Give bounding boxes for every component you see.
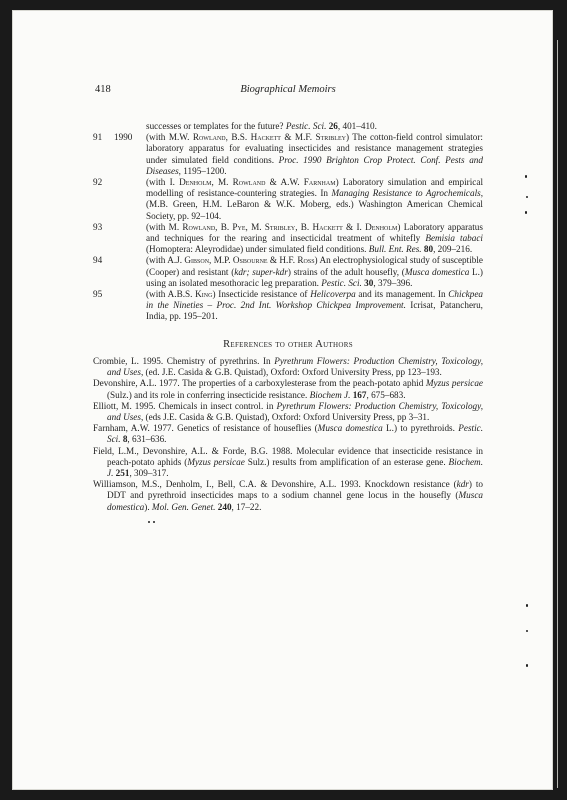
- text-segment: Crombie, L. 1995. Chemistry of pyrethrins. In: [93, 356, 275, 366]
- text-segment: L.) to pyrethroids.: [382, 423, 459, 434]
- text-segment: & H.F.: [267, 255, 298, 266]
- entry-number: 95: [93, 289, 103, 300]
- page-edge-rule: [557, 40, 558, 788]
- text-segment: ) Laboratory apparatus and techniques for the rearing and insecticidal treatment of whitefly: [146, 221, 483, 244]
- text-segment: (with A.B.S.: [146, 289, 196, 300]
- bibliography-entry: [93, 222, 483, 256]
- italic-text: Myzus persicae: [187, 456, 245, 467]
- text-segment: & M.F.: [280, 132, 316, 143]
- italic-text: Chickpea in the Nineties – Proc. 2nd Int. Workshop Chickpea Improvement.: [146, 289, 483, 311]
- author-name: Osbourne: [232, 255, 268, 266]
- text-segment: , 209–216.: [433, 244, 473, 255]
- page-number: 418: [95, 84, 111, 95]
- text-segment: ).: [144, 501, 152, 512]
- bibliography-continuation: [93, 121, 483, 132]
- text-segment: (Sulz.) and its role in conferring insecticide resistance.: [107, 389, 310, 400]
- bibliography-entry: [93, 289, 483, 323]
- section-title: References to other Authors: [223, 339, 353, 350]
- italic-text: Biochem. J.: [107, 456, 483, 479]
- text-segment: , (eds J.E. Casida & G.B. Quistad), Oxford: Oxford University Press, pp 3–31.: [140, 412, 430, 423]
- entry-number: 94: [93, 255, 103, 266]
- volume-number: 8: [122, 434, 128, 445]
- italic-text: Musca domestica: [404, 266, 470, 277]
- text-segment: Sulz.) results from amplification of an esterase gene.: [244, 456, 449, 467]
- text-segment: , 309–317.: [129, 468, 169, 479]
- italic-text: Managing Resistance to Agrochemicals: [331, 188, 481, 199]
- italic-text: Pestic. Sci.: [321, 277, 362, 288]
- text-segment: , B.S.: [225, 132, 251, 143]
- continuation-journal: Pestic. Sci.: [285, 121, 327, 131]
- other-references-list: [93, 356, 483, 513]
- text-segment: Elliott, M. 1995. Chemicals in insect control. in: [93, 400, 277, 411]
- author-name: Rowland: [192, 132, 226, 143]
- bibliography-entry: [93, 132, 483, 177]
- other-reference: [93, 356, 483, 378]
- text-segment: , M.P.: [209, 255, 233, 266]
- text-segment: (with A.J.: [146, 255, 185, 266]
- text-segment: , 379–396.: [373, 277, 413, 288]
- text-segment: Williamson, M.S., Denholm, I., Bell, C.A. & Devonshire, A.L. 1993. Knockdown resistance (: [93, 479, 457, 490]
- author-name: Hackett: [250, 132, 281, 143]
- text-segment: ) An electrophysiological study of susceptible (Cooper) and resistant (: [146, 255, 483, 277]
- italic-text: Bemisia tabaci: [425, 233, 483, 244]
- italic-text: Pyrethrum Flowers: Production Chemistry, Toxicology, and Uses: [107, 356, 484, 378]
- text-segment: (with M.: [146, 221, 183, 232]
- text-segment: (with I.: [146, 177, 180, 188]
- italic-text: Proc. 1990 Brighton Crop Protect. Conf. Pests and Diseases: [146, 154, 483, 176]
- text-segment: , (ed. J.E. Casida & G.B. Quistad), Oxford: Oxford University Press, pp 123–193.: [140, 367, 442, 378]
- other-reference: [93, 423, 483, 445]
- author-name: Farnham: [303, 177, 336, 188]
- volume-number: 240: [217, 501, 232, 512]
- text-segment: , M.: [211, 177, 233, 188]
- text-segment: , 631–636.: [127, 434, 167, 445]
- text-segment: and its management. In: [355, 289, 449, 300]
- text-segment: ) The cotton-field control simulator: laboratory apparatus for evaluating insecticides and resistance management strategies under simulated field conditions.: [146, 132, 483, 165]
- author-name: Denholm: [365, 221, 398, 232]
- text-segment: , 675–683.: [366, 389, 406, 400]
- bibliography-entry: [93, 177, 483, 222]
- text-segment: ) Insecticide resistance of: [212, 289, 311, 300]
- other-reference: [93, 378, 483, 400]
- text-segment: Icrisat, Patancheru, India, pp. 195–201.: [146, 300, 483, 322]
- entry-number: 91: [93, 132, 103, 143]
- text-segment: (with M.W.: [146, 132, 193, 143]
- entry-year: 1990: [114, 132, 133, 143]
- text-segment: ) Laboratory simulation and empirical modelling of resistance-countering strategies. In: [146, 177, 484, 199]
- scan-speck: [526, 604, 528, 607]
- text-segment: & I.: [342, 221, 366, 232]
- author-name: Denholm: [179, 177, 212, 188]
- scan-speck: [525, 175, 527, 178]
- text-segment: , B.: [215, 221, 233, 232]
- bibliography-list: [93, 121, 483, 323]
- continuation-volume: 26: [328, 121, 338, 131]
- author-name: Stribley: [315, 132, 346, 143]
- italic-text: Pyrethrum Flowers: Production Chemistry, Toxicology, and Uses: [107, 400, 483, 423]
- italic-text: kdr: [456, 479, 469, 490]
- entry-number: 92: [93, 177, 103, 188]
- text-segment: L.) using an isolated mesothoracic leg preparation.: [146, 266, 483, 288]
- text-segment: (Homoptera: Aleyrodidae) under simulated field conditions.: [146, 244, 369, 255]
- text-segment: , B.: [295, 221, 313, 232]
- italic-text: Myzus persicae: [425, 378, 483, 389]
- text-segment: , 1195–1200.: [178, 165, 227, 176]
- volume-number: 251: [115, 468, 130, 479]
- italic-text: Biochem J.: [309, 389, 351, 400]
- text-segment: , M.: [245, 221, 265, 232]
- text-segment: ) strains of the adult housefly, (: [287, 266, 405, 277]
- scan-speck: [526, 196, 528, 198]
- text-segment: Farnham, A.W. 1977. Genetics of resistance of houseflies (: [93, 423, 318, 434]
- other-reference: [93, 479, 483, 513]
- volume-number: 80: [423, 244, 434, 255]
- text-segment: Devonshire, A.L. 1977. The properties of a carboxylesterase from the peach-potato aphid: [93, 378, 426, 389]
- italic-text: Musca domestica: [317, 423, 383, 434]
- scan-speck: [525, 211, 527, 214]
- continuation-pages: , 401–410.: [337, 121, 377, 131]
- text-segment: Field, L.M., Devonshire, A.L. & Forde, B.G. 1988. Molecular evidence that insecticide resistance in peach-potato aphids (: [93, 445, 483, 467]
- author-name: Rowland: [232, 177, 266, 188]
- author-name: Stribley: [264, 221, 296, 232]
- scan-speck: [148, 521, 150, 523]
- author-name: Ross: [297, 255, 315, 266]
- italic-text: Bull. Ent. Res.: [368, 244, 422, 255]
- other-reference: [93, 446, 483, 480]
- italic-text: kdr; super-kdr: [234, 266, 288, 277]
- scan-speck: [153, 521, 155, 523]
- italic-text: Mol. Gen. Genet.: [151, 501, 216, 512]
- text-segment: , 17–22.: [231, 501, 262, 512]
- text-segment: ) to DDT and pyrethroid insecticides maps to a sodium channel gene locus in the housefly (: [107, 479, 483, 501]
- continuation-text: successes or templates for the future?: [146, 121, 284, 131]
- author-name: Gibson: [184, 255, 210, 266]
- text-segment: & A.W.: [265, 177, 304, 188]
- scan-speck: [526, 664, 528, 667]
- volume-number: 167: [352, 389, 367, 400]
- author-name: Hackett: [312, 221, 343, 232]
- running-title: Biographical Memoirs: [240, 84, 336, 95]
- italic-text: Helicoverpa: [310, 289, 356, 300]
- italic-text: Pestic. Sci.: [107, 423, 483, 445]
- author-name: Pye: [232, 221, 246, 232]
- text-segment: , (M.B. Green, H.M. LeBaron & W.K. Moberg, eds.) Washington American Chemical Society, pp. 92–104.: [146, 188, 484, 221]
- italic-text: Musca domestica: [107, 490, 483, 512]
- entry-number: 93: [93, 221, 103, 232]
- other-reference: [93, 401, 483, 423]
- author-name: Rowland: [182, 221, 216, 232]
- author-name: King: [195, 289, 213, 300]
- volume-number: 30: [364, 277, 374, 288]
- page-header: [95, 84, 481, 98]
- bibliography-entry: [93, 255, 483, 289]
- scan-speck: [526, 630, 528, 632]
